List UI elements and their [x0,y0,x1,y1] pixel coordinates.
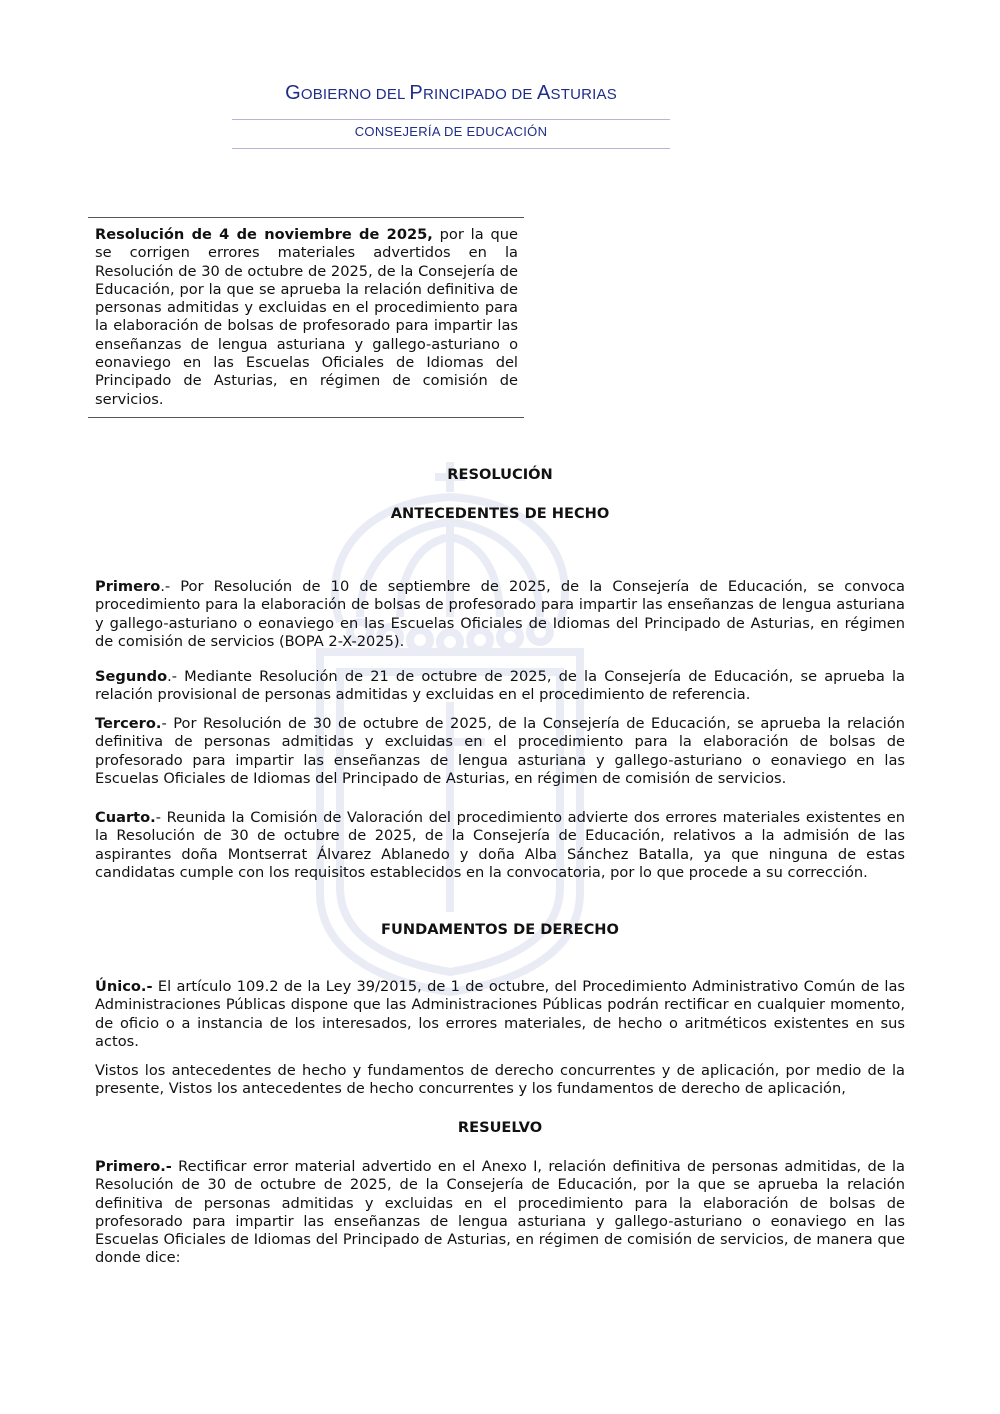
paragraph-label: Tercero. [95,715,162,732]
heading-resolucion: RESOLUCIÓN [447,466,553,483]
paragraph-text: Rectificar error material advertido en el Anexo I, relación definitiva de personas admitidas, de la Resolución de 30 de octubre de 2025, de la Consejería de Educación, por la que se aprueba la relación definitiva de personas admitidas y excluidas en el procedimiento para la elaboración de bolsas de profesorado para impartir las enseñanzas de lengua asturiana y gallego-asturiano o eonaviego en las Escuelas Oficiales de Idiomas del Principado de Asturias, en régimen de comisión de servicios, de manera que donde dice: [95,1158,905,1267]
title-initial: P [409,82,423,104]
paragraph-text: El artículo 109.2 de la Ley 39/2015, de 1 de octubre, del Procedimiento Administrativo Común de las Administraciones Públicas dispone que las Administraciones Públicas podrán rectificar en cualquier momento, de oficio o a instancia de los interesados, los errores materiales, de hecho o aritméticos existentes en sus actos. [95,978,905,1050]
label-separator: - [161,715,174,732]
antecedente-tercero [95,715,905,788]
summary-title: Resolución de 4 de noviembre de 2025, [95,226,433,243]
title-part [537,82,617,104]
label-separator: - [155,809,167,826]
paragraph-label: Primero.- [95,1158,172,1175]
paragraph-label: Primero [95,578,161,595]
heading-antecedentes: ANTECEDENTES DE HECHO [390,505,610,522]
paragraph-text: Mediante Resolución de 21 de octubre de 2025, de la Consejería de Educación, se aprueba la relación provisional de personas admitidas y excluidas en el procedimiento de referencia. [95,668,905,704]
vistos-paragraph: Vistos los antecedentes de hecho y fundamentos de derecho concurrentes y de aplicación, por medio de la presente, Vistos los antecedentes de hecho concurrentes y los fundamentos de derecho de aplicación, [95,1062,905,1098]
antecedente-cuarto [95,809,905,882]
resolution-summary [88,217,524,418]
fundamento-unico [95,978,905,1051]
title-smallcaps: STURIAS [550,86,617,103]
title-smallcaps: RINCIPADO DE [422,86,537,103]
title-initial: A [536,82,551,104]
title-part [285,82,409,104]
title-part [409,82,537,104]
header-divider-top [232,119,670,120]
title-initial: G [285,82,301,104]
heading-resuelvo: RESUELVO [457,1119,543,1136]
title-smallcaps: OBIERNO DEL [300,86,410,103]
government-title [232,82,670,105]
heading-fundamentos: FUNDAMENTOS DE DERECHO [381,921,619,938]
paragraph-text: Por Resolución de 10 de septiembre de 2025, de la Consejería de Educación, se convoca procedimiento para la elaboración de bolsas de profesorado para impartir las enseñanzas de lengua asturiana y gallego-asturiano o eonaviego en las Escuelas Oficiales de Idiomas del Principado de Asturias, en régimen de comisión de servicios (BOPA 2-X-2025). [95,578,906,650]
antecedente-segundo [95,668,905,705]
paragraph-text: Reunida la Comisión de Valoración del procedimiento advierte dos errores materiales existentes en la Resolución de 30 de octubre de 2025, de la Consejería de Educación, relativos a la admisión de las aspirantes doña Montserrat Álvarez Ablanedo y doña Alba Sánchez Batalla, ya que ninguna de estas candidatas cumple con los requisitos establecidos en la convocatoria, por lo que procede a su corrección. [95,809,905,881]
label-separator: .- [167,668,185,685]
antecedente-primero [95,578,905,651]
header-divider-bottom [232,148,670,149]
summary-text: por la que se corrigen errores materiales advertidos en la Resolución de 30 de octubre de 2025, de la Consejería de Educación, por la que se aprueba la relación definitiva de personas admitidas y excluidas en el procedimiento para la elaboración de bolsas de profesorado para impartir las enseñanzas de lengua asturiana y gallego-asturiano o eonaviego en las Escuelas Oficiales de Idiomas del Principado de Asturias, en régimen de comisión de servicios. [95,226,518,408]
resuelvo-primero [95,1158,905,1268]
paragraph-label: Segundo [95,668,168,685]
paragraph-label: Único.- [95,978,153,995]
department-subtitle: CONSEJERÍA DE EDUCACIÓN [354,124,548,139]
paragraph-text: Por Resolución de 30 de octubre de 2025, de la Consejería de Educación, se aprueba la relación definitiva de personas admitidas y excluidas en el procedimiento para la elaboración de bolsas de profesorado para impartir las enseñanzas de lengua asturiana y gallego-asturiano o eonaviego en las Escuelas Oficiales de Idiomas del Principado de Asturias, en régimen de comisión de servicios. [95,715,905,787]
paragraph-label: Cuarto. [95,809,156,826]
label-separator: .- [160,578,181,595]
